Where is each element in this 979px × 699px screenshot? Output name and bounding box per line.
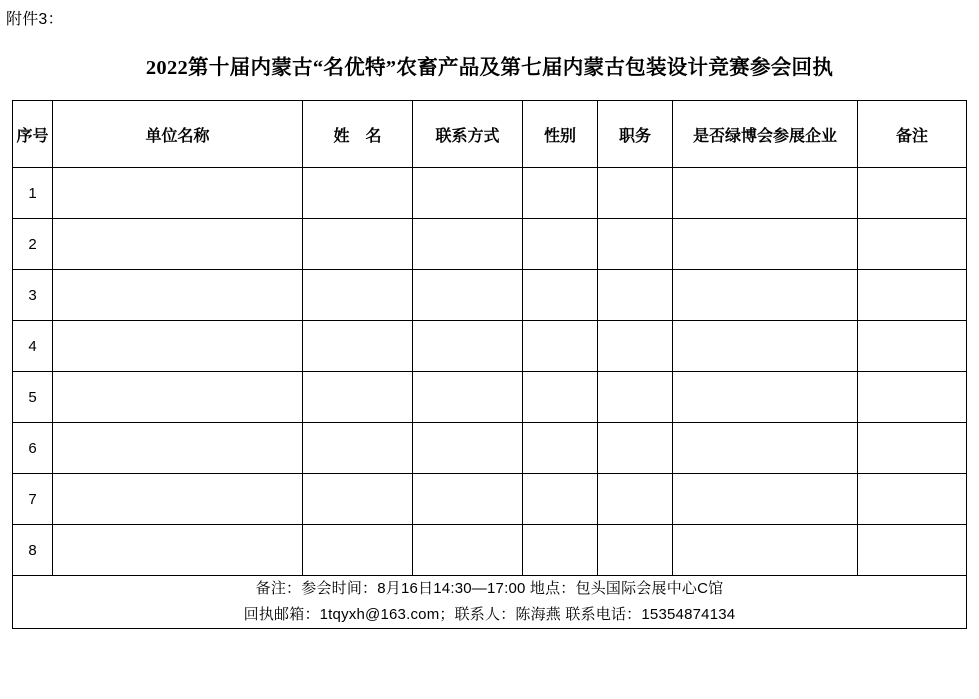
- cell-name[interactable]: [303, 372, 413, 423]
- column-header-gender: 性别: [523, 101, 598, 168]
- cell-expo[interactable]: [673, 168, 858, 219]
- cell-remark[interactable]: [858, 474, 967, 525]
- cell-index: 6: [13, 423, 53, 474]
- footer-note-line-2: 回执邮箱：1tqyxh@163.com；联系人：陈海燕 联系电话：15354874134: [243, 606, 736, 623]
- cell-remark[interactable]: [858, 525, 967, 576]
- cell-contact[interactable]: [413, 168, 523, 219]
- attachment-label: 附件3：: [6, 11, 64, 28]
- cell-name[interactable]: [303, 525, 413, 576]
- cell-gender[interactable]: [523, 372, 598, 423]
- cell-position[interactable]: [598, 423, 673, 474]
- cell-index: 1: [13, 168, 53, 219]
- page-title: 2022第十届内蒙古“名优特”农畜产品及第七届内蒙古包装设计竞赛参会回执: [145, 57, 834, 79]
- column-header-name: 姓 名: [303, 101, 413, 168]
- receipt-table: [12, 100, 967, 629]
- cell-position[interactable]: [598, 525, 673, 576]
- table-footer-row: [13, 576, 967, 629]
- cell-contact[interactable]: [413, 474, 523, 525]
- table-row: [13, 270, 967, 321]
- cell-contact[interactable]: [413, 219, 523, 270]
- cell-unit[interactable]: [53, 525, 303, 576]
- cell-expo[interactable]: [673, 372, 858, 423]
- cell-unit[interactable]: [53, 219, 303, 270]
- cell-name[interactable]: [303, 168, 413, 219]
- cell-gender[interactable]: [523, 168, 598, 219]
- cell-expo[interactable]: [673, 525, 858, 576]
- cell-name[interactable]: [303, 321, 413, 372]
- cell-gender[interactable]: [523, 423, 598, 474]
- cell-remark[interactable]: [858, 372, 967, 423]
- table-row: [13, 525, 967, 576]
- cell-gender[interactable]: [523, 219, 598, 270]
- cell-contact[interactable]: [413, 270, 523, 321]
- cell-index: 2: [13, 219, 53, 270]
- cell-position[interactable]: [598, 321, 673, 372]
- cell-unit[interactable]: [53, 372, 303, 423]
- cell-expo[interactable]: [673, 474, 858, 525]
- cell-contact[interactable]: [413, 525, 523, 576]
- cell-contact[interactable]: [413, 423, 523, 474]
- cell-unit[interactable]: [53, 270, 303, 321]
- cell-index: 7: [13, 474, 53, 525]
- column-header-position: 职务: [598, 101, 673, 168]
- cell-position[interactable]: [598, 372, 673, 423]
- cell-index: 8: [13, 525, 53, 576]
- cell-gender[interactable]: [523, 270, 598, 321]
- cell-remark[interactable]: [858, 168, 967, 219]
- cell-remark[interactable]: [858, 423, 967, 474]
- column-header-remark: 备注: [858, 101, 967, 168]
- cell-contact[interactable]: [413, 321, 523, 372]
- cell-remark[interactable]: [858, 270, 967, 321]
- footer-note-line-1: 备注：参会时间：8月16日14:30—17:00 地点：包头国际会展中心C馆: [255, 580, 724, 597]
- column-header-index: 序号: [13, 101, 53, 168]
- cell-remark[interactable]: [858, 321, 967, 372]
- cell-gender[interactable]: [523, 474, 598, 525]
- cell-name[interactable]: [303, 423, 413, 474]
- cell-name[interactable]: [303, 219, 413, 270]
- cell-position[interactable]: [598, 270, 673, 321]
- cell-position[interactable]: [598, 168, 673, 219]
- cell-unit[interactable]: [53, 168, 303, 219]
- table-row: [13, 423, 967, 474]
- cell-unit[interactable]: [53, 474, 303, 525]
- table-row: [13, 372, 967, 423]
- cell-expo[interactable]: [673, 270, 858, 321]
- table-header-row: [13, 101, 967, 168]
- receipt-table-wrapper: [12, 100, 966, 629]
- cell-index: 3: [13, 270, 53, 321]
- cell-contact[interactable]: [413, 372, 523, 423]
- cell-unit[interactable]: [53, 321, 303, 372]
- column-header-contact: 联系方式: [413, 101, 523, 168]
- cell-expo[interactable]: [673, 219, 858, 270]
- column-header-expo: 是否绿博会参展企业: [673, 101, 858, 168]
- cell-name[interactable]: [303, 474, 413, 525]
- column-header-unit: 单位名称: [53, 101, 303, 168]
- cell-index: 5: [13, 372, 53, 423]
- cell-expo[interactable]: [673, 423, 858, 474]
- table-row: [13, 219, 967, 270]
- cell-unit[interactable]: [53, 423, 303, 474]
- cell-index: 4: [13, 321, 53, 372]
- table-row: [13, 474, 967, 525]
- table-row: [13, 168, 967, 219]
- cell-position[interactable]: [598, 219, 673, 270]
- cell-name[interactable]: [303, 270, 413, 321]
- cell-expo[interactable]: [673, 321, 858, 372]
- cell-position[interactable]: [598, 474, 673, 525]
- cell-gender[interactable]: [523, 525, 598, 576]
- cell-gender[interactable]: [523, 321, 598, 372]
- cell-remark[interactable]: [858, 219, 967, 270]
- footer-notes-cell: [13, 576, 967, 629]
- table-row: [13, 321, 967, 372]
